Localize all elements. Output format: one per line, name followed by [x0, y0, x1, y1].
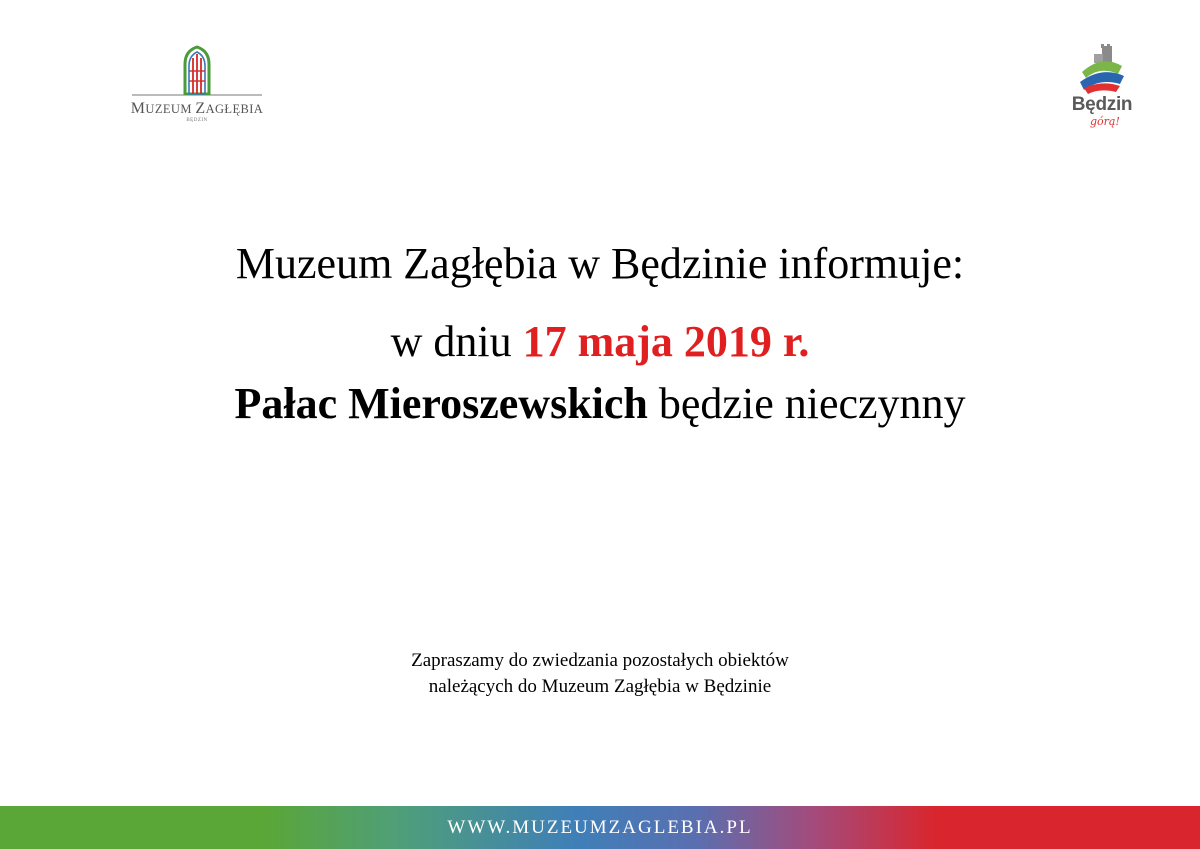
footer-url[interactable]: WWW.MUZEUMZAGLEBIA.PL	[447, 817, 753, 838]
museum-logo	[122, 44, 272, 134]
announcement-heading: Muzeum Zagłębia w Będzinie informuje:	[235, 239, 965, 288]
venue-name: Pałac Mieroszewskich	[234, 379, 648, 428]
footer-band	[0, 806, 1200, 849]
museum-logo-city: BĘDZIN	[186, 118, 208, 123]
date-prefix: w dniu	[390, 317, 523, 366]
invitation-line-1: Zapraszamy do zwiedzania pozostałych obiektów	[411, 650, 789, 671]
museum-logo-name: MUZEUM ZAGŁĘBIA	[130, 100, 264, 117]
invitation-line-2: należących do Muzeum Zagłębia w Będzinie	[428, 676, 772, 697]
gothic-window-icon	[122, 44, 272, 100]
castle-hill-icon	[1072, 42, 1132, 94]
announcement-date-line	[0, 316, 1200, 367]
bedzin-logo-word: Będzin	[1071, 94, 1133, 115]
bedzin-logo-tagline: górą!	[1090, 115, 1120, 128]
bedzin-logo	[1062, 42, 1142, 132]
invitation-text	[0, 648, 1200, 700]
closure-text: będzie nieczynny	[647, 379, 966, 428]
announcement-closure-line	[0, 378, 1200, 429]
closure-date: 17 maja 2019 r.	[522, 317, 810, 366]
